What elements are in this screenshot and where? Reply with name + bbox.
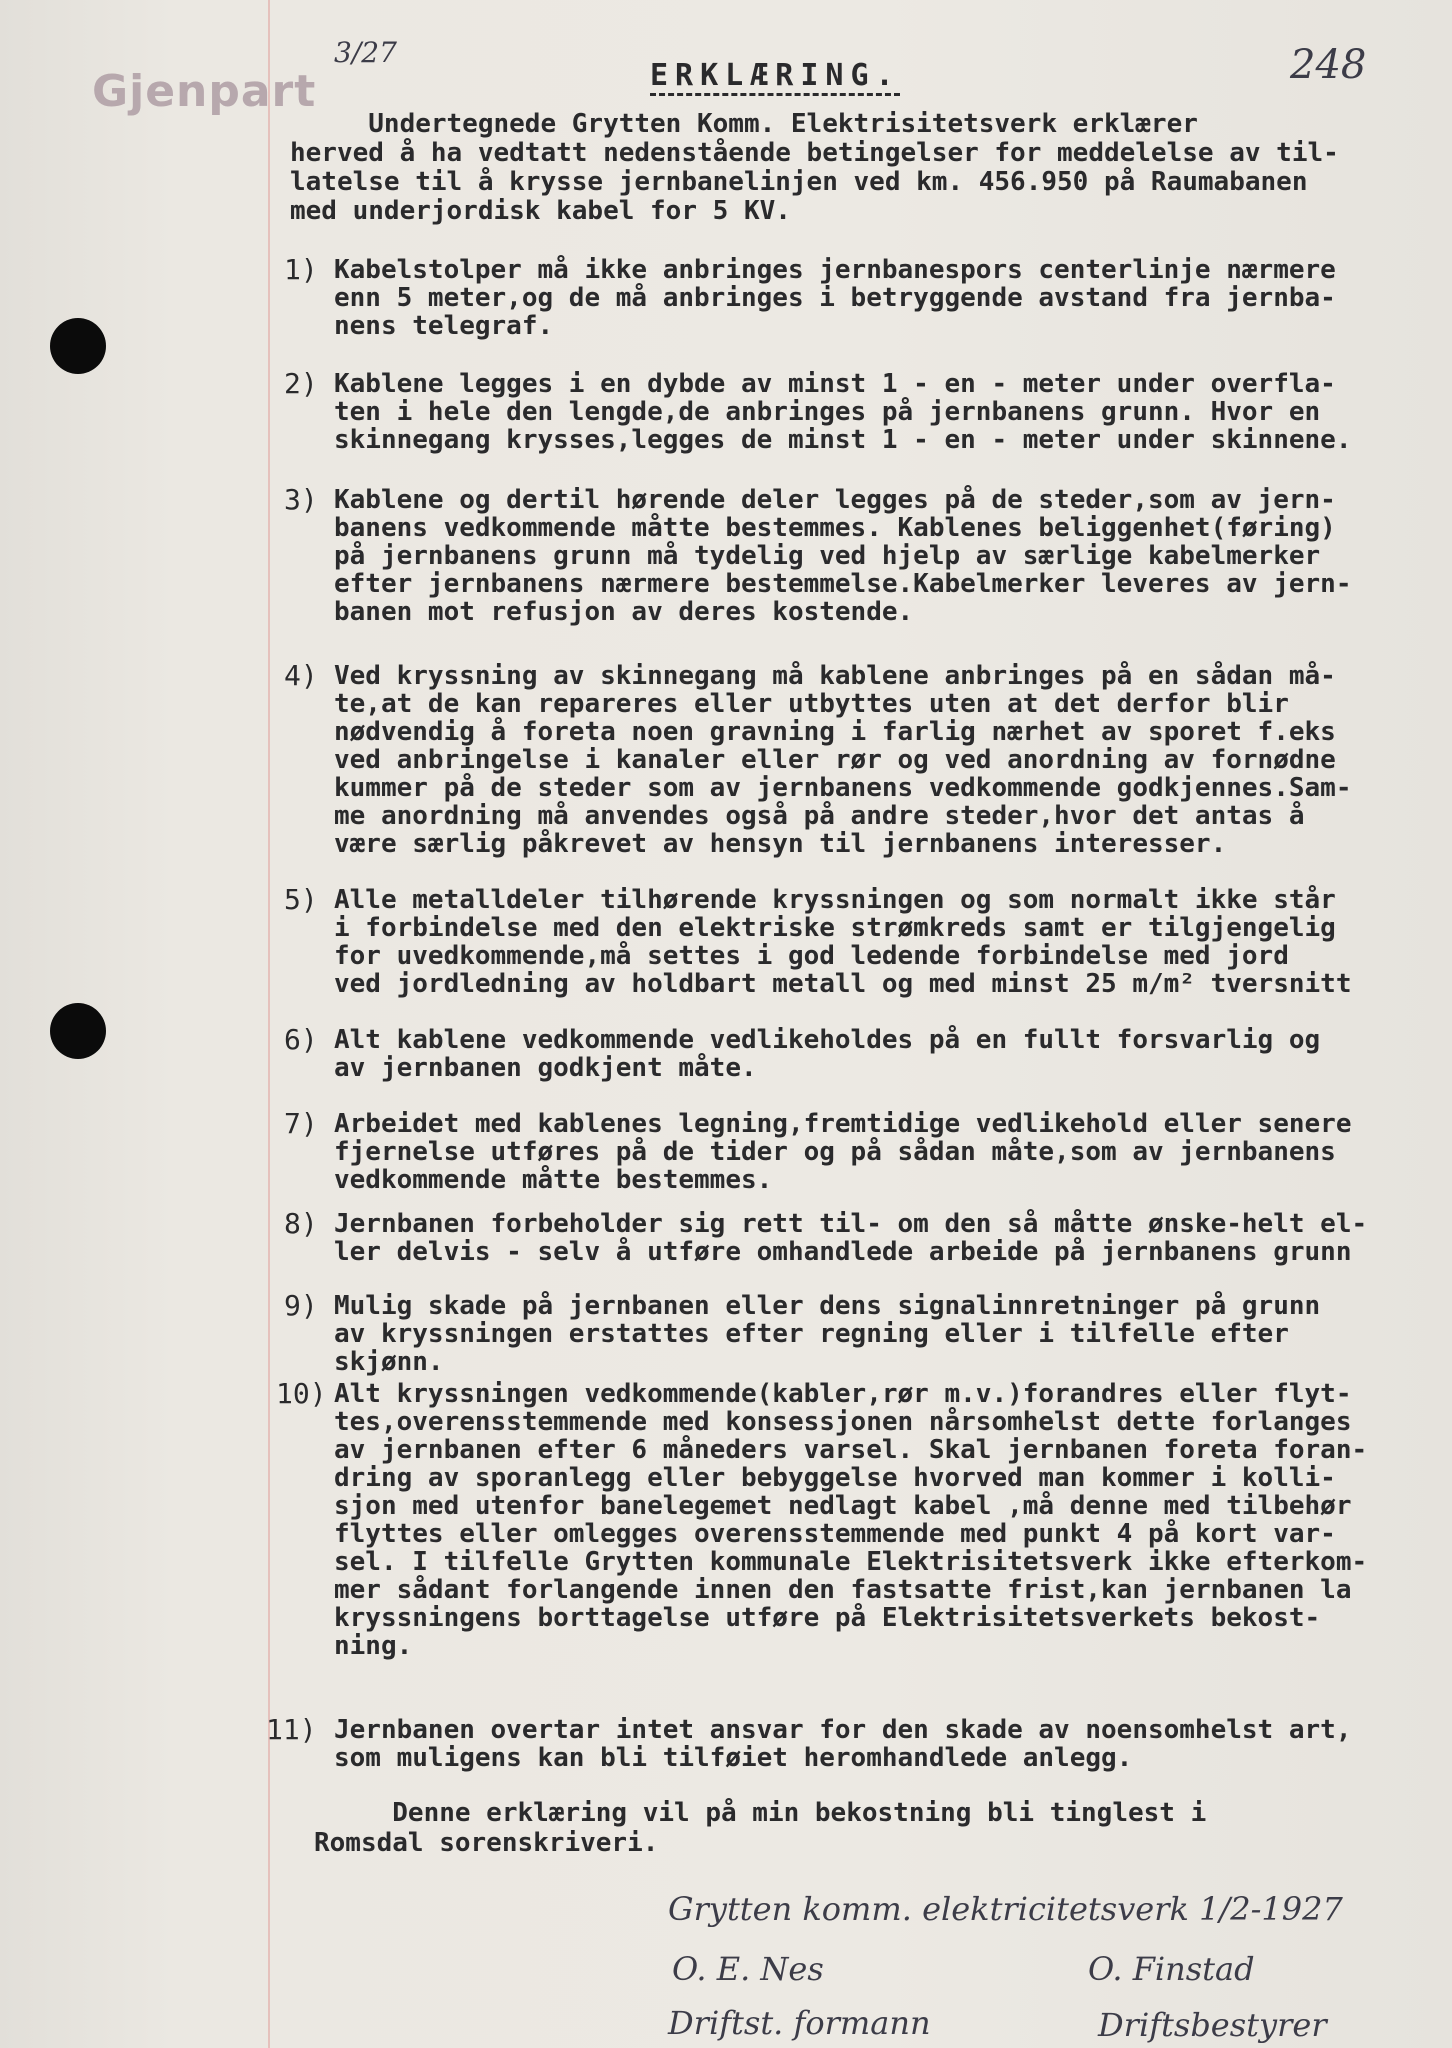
closing-paragraph: Denne erklæring vil på min bekostning bli tinglest i Romsdal sorenskriveri. <box>314 1798 1207 1858</box>
clause-text: Kablene og dertil hørende deler legges på de steder,som av jern- banens vedkommende måtte bestemmes. Kablenes beliggenhet(føring) på jernbanens grunn må tydelig ved hjelp av særlige kabelmerker efter jernbanens nærmere bestemmelse.Kabelmerker leveres av jern- banen mot refusjon av deres kostende. <box>334 485 1352 627</box>
clause-number: 11) <box>266 1713 317 1746</box>
clause-number: 4) <box>284 659 318 692</box>
clause-text: Kablene legges i en dybde av minst 1 - en - meter under overfla- ten i hele den lengde,de anbringes på jernbanens grunn. Hvor en skinnegang krysses,legges de minst 1 - en - meter under skinnene. <box>334 369 1352 455</box>
clause-8 <box>284 1207 1444 1267</box>
clause-number: 7) <box>284 1107 318 1140</box>
clause-text: Alle metalldeler tilhørende kryssningen og som normalt ikke står i forbindelse med den elektriske strømkreds samt er tilgjengelig for uvedkommende,må settes i god ledende forbindelse med jord ved jordledning av holdbart metall og med minst 25 m/m² tversnitt <box>334 885 1352 999</box>
clause-text: Ved kryssning av skinnegang må kablene anbringes på en sådan må- te,at de kan repareres eller utbyttes uten at det derfor blir nødvendig å foreta noen gravning i farlig nærhet av sporet f.eks ved anbringelse i kanaler eller rør og ved anordning av fornødne kummer på de steder som av jernbanens vedkommende godkjennes.Sam- me anordning må anvendes også på andre steder,hvor det antas å være særlig påkrevet av hensyn til jernbanens interesser. <box>334 661 1352 859</box>
clause-text: Alt kablene vedkommende vedlikeholdes på en fullt forsvarlig og av jernbanen godkjent måte. <box>334 1025 1321 1083</box>
clause-11 <box>266 1713 1444 1773</box>
signature-place-date: Grytten komm. elektricitetsverk 1/2-1927 <box>668 1890 1343 1928</box>
clause-number: 6) <box>284 1023 318 1056</box>
signature-left: O. E. Nes <box>672 1950 824 1988</box>
clause-7 <box>284 1107 1444 1195</box>
punch-hole-icon <box>50 318 106 374</box>
page-reference: 3/27 <box>334 36 397 69</box>
clause-text: Arbeidet med kablenes legning,fremtidige vedlikehold eller senere fjernelse utføres på de tider og på sådan måte,som av jernbanens vedkommende måtte bestemmes. <box>334 1109 1352 1195</box>
signature-right-title: Driftsbestyrer <box>1098 2006 1327 2044</box>
clause-4 <box>284 659 1444 859</box>
clause-2 <box>284 367 1444 455</box>
punch-hole-icon <box>50 1003 106 1059</box>
clause-number: 1) <box>284 253 318 286</box>
clause-10 <box>276 1377 1444 1661</box>
clause-number: 5) <box>284 883 318 916</box>
clause-text: Jernbanen overtar intet ansvar for den skade av noensomhelst art, som muligens kan bli tilføiet heromhandlede anlegg. <box>334 1715 1352 1773</box>
clause-3 <box>284 483 1444 627</box>
clause-text: Alt kryssningen vedkommende(kabler,rør m.v.)forandres eller flyt- tes,overensstemmende med konsessjonen nårsomhelst dette forlanges av jernbanen efter 6 måneders varsel. Skal jernbanen foreta foran- dring av sporanlegg eller bebyggelse hvorved man kommer i kolli- sjon med utenfor banelegemet nedlagt kabel ,må denne med tilbehør flyttes eller omlegges overensstemmende med punkt 4 på kort var- sel. I tilfelle Grytten kommunale Elektrisitetsverk ikke efterkom- mer sådant forlangende innen den fastsatte frist,kan jernbanen la kryssningens borttagelse utføre på Elektrisitetsverkets bekost- ning. <box>334 1379 1368 1661</box>
document-title: ERKLÆRING. <box>650 58 901 93</box>
signature-left-title: Driftst. formann <box>668 2004 931 2042</box>
clause-number: 3) <box>284 483 318 516</box>
clause-text: Jernbanen forbeholder sig rett til- om den så måtte ønske-helt el- ler delvis - selv å utføre omhandlede arbeide på jernbanens grunn <box>334 1209 1368 1267</box>
intro-paragraph: Undertegnede Grytten Komm. Elektrisitetsverk erklærer herved å ha vedtatt nedenstående betingelser for meddelelse av til- latelse til å krysse jernbanelinjen ved km. 456.950 på Raumabanen med underjordisk kabel for 5 KV. <box>290 109 1339 226</box>
clause-9 <box>284 1289 1444 1377</box>
signature-right: O. Finstad <box>1088 1950 1255 1988</box>
page-number: 248 <box>1290 42 1367 88</box>
clause-number: 2) <box>284 367 318 400</box>
clause-text: Mulig skade på jernbanen eller dens signalinnretninger på grunn av kryssningen erstattes efter regning eller i tilfelle efter skjønn. <box>334 1291 1321 1377</box>
clause-6 <box>284 1023 1444 1083</box>
clause-text: Kabelstolper må ikke anbringes jernbanespors centerlinje nærmere enn 5 meter,og de må anbringes i betryggende avstand fra jernba- nens telegraf. <box>334 255 1336 341</box>
clause-number: 10) <box>276 1377 327 1410</box>
clause-5 <box>284 883 1444 999</box>
clause-number: 9) <box>284 1289 318 1322</box>
clause-number: 8) <box>284 1207 318 1240</box>
clause-1 <box>284 253 1444 341</box>
copy-stamp: Gjenpart <box>92 66 317 117</box>
